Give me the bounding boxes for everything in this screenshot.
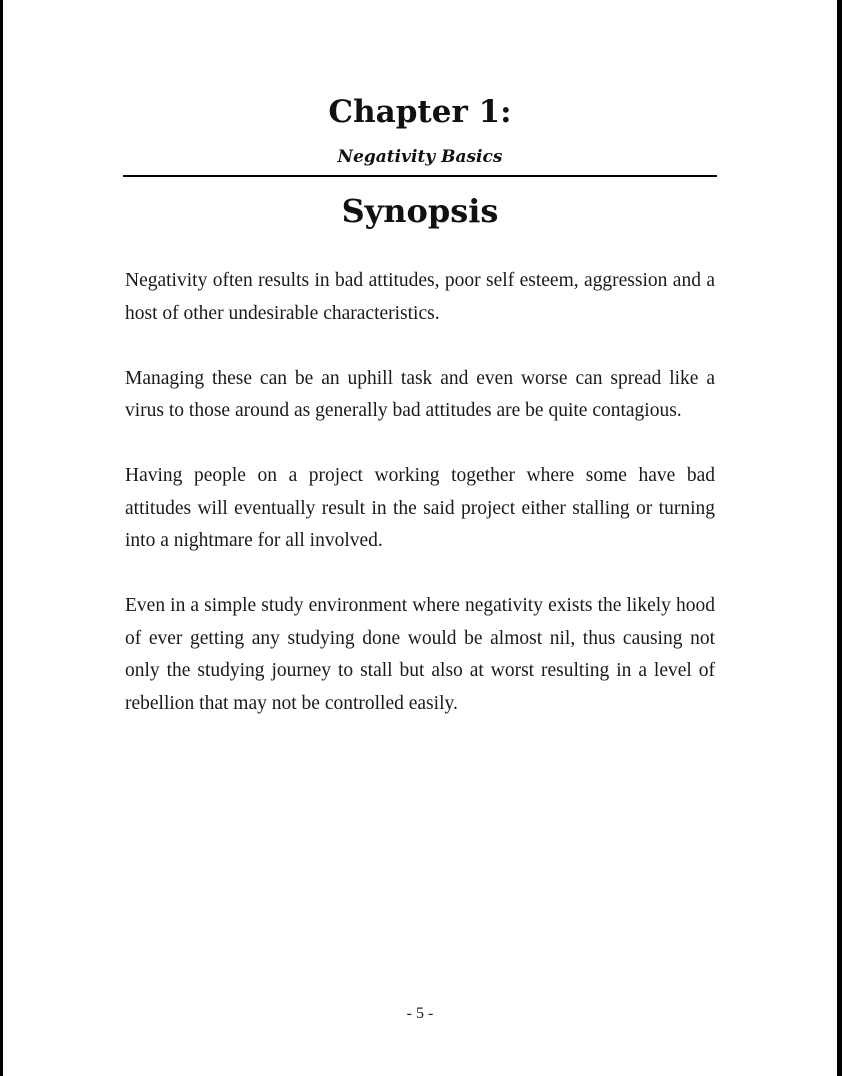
document-page bbox=[3, 0, 837, 1076]
title-divider bbox=[123, 175, 717, 177]
paragraph: Negativity often results in bad attitudes, poor self esteem, aggression and a host of other undesirable characteristics. bbox=[125, 270, 715, 324]
paragraph: Even in a simple study environment where negativity exists the likely hood of ever getting any studying done would be almost nil, thus causing not only the studying journey to stall but also at worst resulting in a level of rebellion that may not be controlled easily. bbox=[125, 595, 715, 714]
body-text bbox=[125, 265, 715, 753]
chapter-title: Chapter 1: bbox=[328, 94, 512, 130]
paragraph: Managing these can be an uphill task and even worse can spread like a virus to those around as generally bad attitudes are be quite contagious. bbox=[125, 367, 715, 421]
chapter-subtitle: Negativity Basics bbox=[337, 147, 503, 167]
paragraph: Having people on a project working together where some have bad attitudes will eventually result in the said project either stalling or turning into a nightmare for all involved. bbox=[125, 465, 715, 551]
page-number: - 5 - bbox=[406, 1005, 434, 1022]
section-heading: Synopsis bbox=[341, 192, 499, 230]
